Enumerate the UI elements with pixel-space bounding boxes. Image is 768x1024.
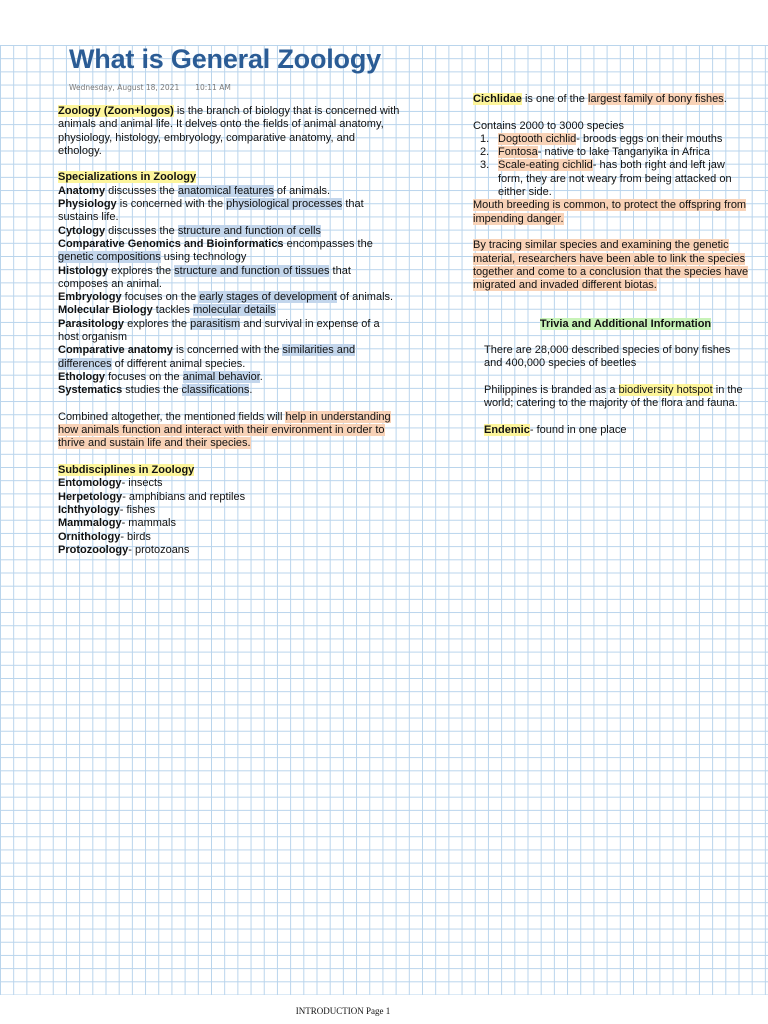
list-item [473,146,765,159]
specialization-embryology [58,291,423,304]
right-column [473,93,765,306]
specialization-systematics [58,384,423,397]
subdisciplines-section [58,464,423,557]
text: - found in one place [529,423,627,436]
term: Ornithology [58,530,121,543]
text: sustains life. [58,211,119,224]
text: . [259,370,263,383]
intro-text: animals and animal life. It delves onto the fields of animal anatomy, [58,118,384,131]
highlight: impending danger. [473,212,564,225]
specialization-ethology [58,371,423,384]
list-number: 3. [480,159,490,172]
mouth-breeding-paragraph [473,199,765,226]
intro-paragraph [58,105,423,158]
trivia-section [484,344,760,450]
highlight: parasitism [190,317,241,330]
highlight: anatomical features [177,184,274,197]
text: - has both right and left jaw [592,159,725,172]
highlight: structure and function of cells [177,224,321,237]
highlight: help in understanding [285,410,391,423]
highlight: similarities and [282,344,356,357]
page-title: What is General Zoology [69,44,381,74]
page-date: Wednesday, August 18, 2021 [69,83,180,92]
list-number: 1. [480,132,490,145]
intro-text: is the branch of biology that is concerned with [173,105,400,117]
text: that [329,264,351,277]
highlight: By tracing similar species and examining the genetic [473,239,729,252]
term: Cichlidae [473,93,522,105]
page-time: 10:11 AM [195,83,231,92]
text: world; catering to the majority of the flora and fauna. [484,397,738,410]
highlight: Dogtooth cichlid [498,132,577,145]
highlight: Scale-eating cichlid [498,159,593,172]
highlight: animal behavior [182,370,260,383]
text: is concerned with the [116,198,227,211]
specialization-genomics [58,238,423,251]
subdiscipline-item [58,544,423,557]
text: that [342,198,364,211]
term: Entomology [58,477,122,490]
highlight: physiological processes [226,198,343,211]
subdiscipline-item [58,517,423,530]
term: Mammalogy [58,517,122,530]
text: host organism [58,331,128,344]
text: - birds [120,530,151,543]
text: There are 28,000 described species of bony fishes [484,344,731,356]
specializations-heading: Specializations in Zoology [58,171,197,184]
page-meta [69,83,231,92]
subdiscipline-item [58,531,423,544]
highlight: migrated and invaded different biotas. [473,279,657,292]
text: of animals. [336,291,394,304]
text: is concerned with the [172,344,283,357]
subdiscipline-item [58,477,423,490]
text: of animals. [273,184,331,197]
page-header-area [0,0,768,45]
trivia-heading [473,318,768,331]
text: using technology [160,251,247,264]
specializations-section [58,171,423,397]
text: composes an animal. [58,277,162,290]
text: . [723,93,727,105]
trivia-species [484,344,760,371]
specialization-cytology [58,225,423,238]
term: Physiology [58,198,117,211]
text: form, they are not weary from being attacked on [498,172,732,185]
intro-text: physiology, histology, embryology, comparative anatomy, and [58,131,355,144]
text: studies the [122,384,182,397]
subdisciplines-heading: Subdisciplines in Zoology [58,464,195,477]
term: Endemic [484,423,530,436]
term: Comparative Genomics and Bioinformatics [58,237,284,250]
text: - fishes [119,503,156,516]
highlight: differences [58,357,112,370]
subdiscipline-item [58,491,423,504]
trivia-endemic [484,424,760,437]
text: discusses the [105,184,178,197]
highlight: classifications [181,384,250,397]
text: and 400,000 species of beetles [484,357,637,370]
term: Embryology [58,291,122,304]
highlight: biodiversity hotspot [618,383,713,396]
subdiscipline-item [58,504,423,517]
text: - mammals [121,517,176,530]
cichlid-list [473,133,765,199]
page-footer: INTRODUCTION Page 1 [295,1006,391,1016]
text: discusses the [105,224,178,237]
text: explores the [108,264,175,277]
text: explores the [124,317,191,330]
term: Herpetology [58,490,123,503]
text: focuses on the [121,291,200,304]
highlight: together and come to a conclusion that the species have [473,265,749,278]
highlight: molecular details [193,304,276,317]
left-column [58,105,423,570]
text: - protozoans [128,543,190,556]
term: Anatomy [58,184,106,197]
highlight: largest family of bony fishes [587,93,724,105]
highlight: thrive and sustain life and their species. [58,437,251,450]
text: is one of the [521,93,588,105]
combined-paragraph [58,411,423,451]
term: Cytology [58,224,106,237]
text: - native to lake Tanganyika in Africa [537,146,710,159]
term: Molecular Biology [58,304,153,317]
highlight: how animals function and interact with their environment in order to [58,424,385,437]
term: Systematics [58,384,123,397]
term: Comparative anatomy [58,344,173,357]
highlight: Mouth breeding is common, to protect the offspring from [473,199,747,212]
text: of different animal species. [111,357,246,370]
cichlidae-paragraph [473,93,765,106]
term: Parasitology [58,317,125,330]
intro-term: Zoology (Zoon+logos) [58,105,174,117]
term: Ichthyology [58,503,120,516]
text: - broods eggs on their mouths [576,132,723,145]
text: - insects [121,477,163,490]
text: . [249,384,253,397]
specialization-parasitology [58,318,423,331]
trivia-philippines [484,384,760,411]
term: Histology [58,264,109,277]
highlight: material, researchers have been able to link the species [473,252,746,265]
highlight: early stages of development [199,291,337,304]
tracing-paragraph [473,239,765,292]
highlight: structure and function of tissues [174,264,330,277]
specialization-comparative [58,344,423,357]
highlight: Fontosa [498,146,538,159]
text: encompasses the [283,237,373,250]
specialization-molecular [58,304,423,317]
species-count: Contains 2000 to 3000 species [473,119,625,132]
specialization-histology [58,265,423,278]
text: focuses on the [105,370,183,383]
specialization-anatomy [58,185,423,198]
term: Protozoology [58,543,129,556]
species-section [473,120,765,200]
text: tackles [152,304,194,317]
intro-text: ethology. [58,144,102,157]
list-item [473,133,765,146]
trivia-heading-text: Trivia and Additional Information [539,318,712,330]
text: and survival in expense of a [240,317,380,330]
text: in the [712,383,743,396]
text: either side. [498,186,552,199]
term: Ethology [58,370,106,383]
list-item [473,159,765,199]
text: Combined altogether, the mentioned fields will [58,410,286,423]
list-number: 2. [480,146,490,159]
highlight: genetic compositions [58,251,161,264]
text: Philippines is branded as a [484,383,619,396]
text: - amphibians and reptiles [122,490,246,503]
specialization-physiology [58,198,423,211]
